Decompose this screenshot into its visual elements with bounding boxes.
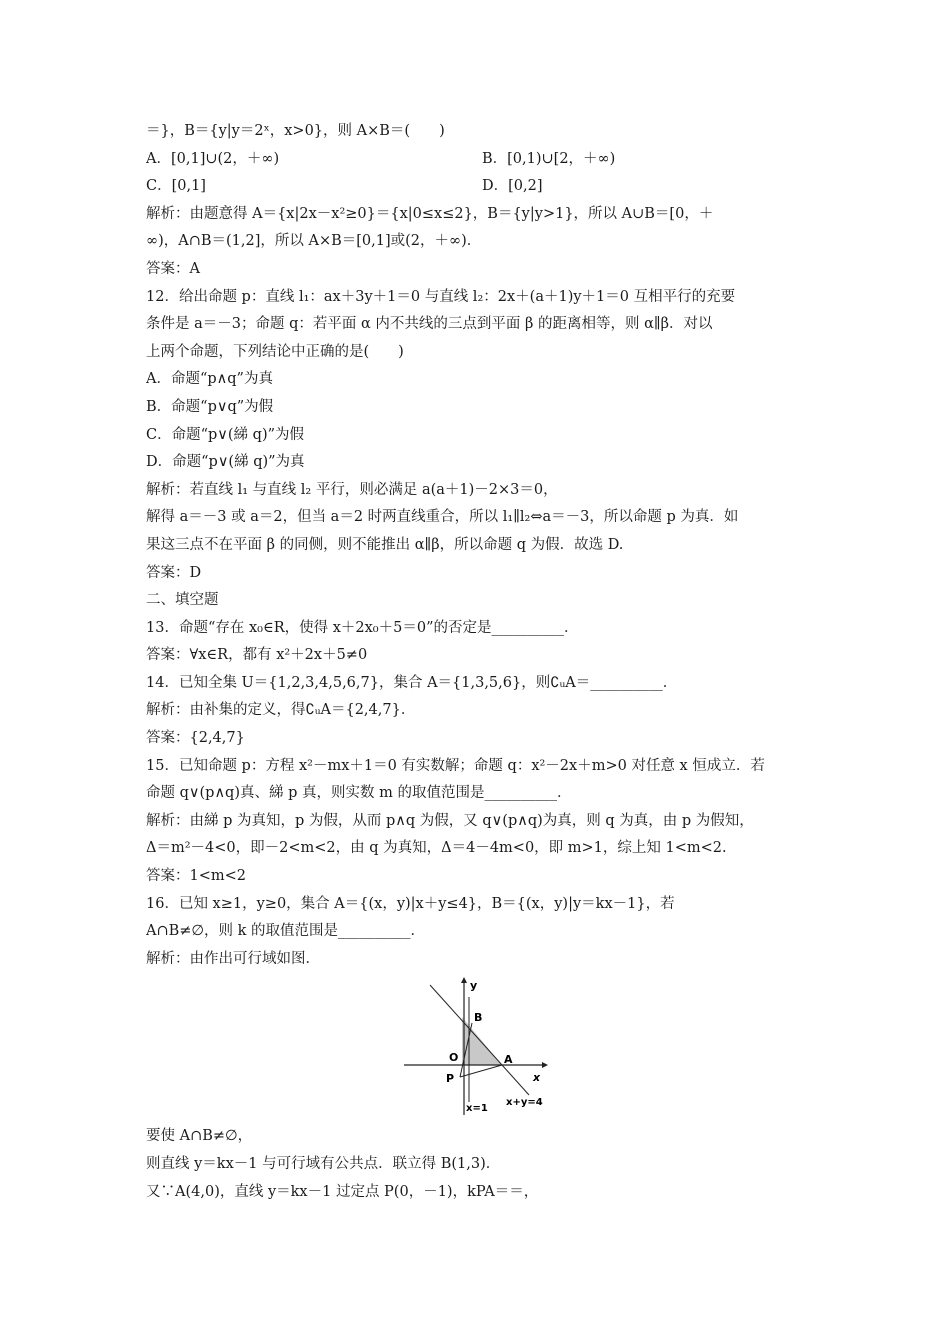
question-13: 13．命题“存在 x₀∈R，使得 x＋2x₀＋5＝0”的否定是__________．: [146, 619, 579, 636]
answer-line: 答案：1<m<2: [146, 868, 246, 885]
label-x-plus-y-equals-4: x+y=4: [506, 1097, 543, 1109]
label-y: y: [470, 979, 478, 993]
label-x: x: [533, 1071, 541, 1085]
text-line: ＝}，B＝{y|y＝2ˣ，x>0}，则 A×B＝( ): [146, 123, 445, 139]
feasible-region-figure: [146, 973, 818, 1123]
text-line: 解析：由补集的定义，得∁ᵤA＝{2,4,7}．: [146, 702, 416, 719]
document-page: [146, 118, 818, 1206]
text-line: 解析：由题意得 A＝{x|2x－x²≥0}＝{x|0≤x≤2}，B＝{y|y>1}，所以 A∪B＝[0，＋: [146, 205, 714, 222]
question-15: 15．已知命题 p：方程 x²－mx＋1＝0 有实数解；命题 q：x²－2x＋m>0 对任意 x 恒成立．若: [146, 757, 765, 774]
option-b: B．命题“p∨q”为假: [146, 398, 274, 415]
text-line: 解析：由綈 p 为真知，p 为假，从而 p∧q 为假，又 q∨(p∧q)为真，则 q 为真，由 p 为假知，: [146, 812, 754, 829]
text-line: 果这三点不在平面 β 的同侧，则不能推出 α∥β，所以命题 q 为假．故选 D.: [146, 536, 624, 553]
option-d: D．[0,2]: [482, 178, 543, 195]
question-14: 14．已知全集 U＝{1,2,3,4,5,6,7}，集合 A＝{1,3,5,6}，则∁ᵤA＝__________．: [146, 674, 678, 691]
text-line: ∞)，A∩B＝(1,2]，所以 A×B＝[0,1]或(2，＋∞)．: [146, 233, 482, 250]
label-p: P: [446, 1072, 455, 1086]
option-c: C．命题“p∨(綈 q)”为假: [146, 426, 305, 443]
answer-line: 答案：A: [146, 260, 200, 277]
text-line: 解析：若直线 l₁ 与直线 l₂ 平行，则必满足 a(a＋1)－2×3＝0，: [146, 481, 558, 498]
answer-line: 答案：{2,4,7}: [146, 730, 245, 747]
text-line: 解得 a＝－3 或 a＝2，但当 a＝2 时两直线重合，所以 l₁∥l₂⇔a＝－3，所以命题 p 为真．如: [146, 509, 739, 526]
option-d: D．命题“p∨(綈 q)”为真: [146, 454, 305, 471]
text-line: A∩B≠∅，则 k 的取值范围是__________．: [146, 923, 426, 940]
option-c: C．[0,1]: [146, 178, 206, 195]
line-x-plus-y-equals-4: [430, 985, 529, 1095]
question-12: 12．给出命题 p：直线 l₁：ax＋3y＋1＝0 与直线 l₂：2x＋(a＋1)y＋1＝0 互相平行的充要: [146, 288, 736, 305]
text-line: 则直线 y＝kx－1 与可行域有公共点．联立得 B(1,3)．: [146, 1156, 501, 1172]
question-16: 16．已知 x≥1，y≥0，集合 A＝{(x，y)|x＋y≤4}，B＝{(x，y)|y＝kx－1}，若: [146, 895, 675, 912]
answer-line: 答案：D: [146, 564, 202, 581]
label-x-equals-1: x=1: [466, 1103, 488, 1115]
option-a: A．[0,1]∪(2，＋∞): [146, 150, 280, 167]
answer-line: 答案：∀x∈R，都有 x²＋2x＋5≠0: [146, 647, 368, 664]
text-line: 条件是 a＝－3；命题 q：若平面 α 内不共线的三点到平面 β 的距离相等，则 α∥β．对以: [146, 316, 713, 333]
x-axis-arrow-icon: [542, 1062, 548, 1068]
text-line: 解析：由作出可行域如图．: [146, 950, 320, 967]
text-line: 上两个命题，下列结论中正确的是( ): [146, 343, 404, 360]
option-b: B．[0,1)∪[2，＋∞): [482, 150, 616, 167]
options-row: [146, 173, 818, 201]
text-line: 又∵A(4,0)，直线 y＝kx－1 过定点 P(0，－1)，kPA＝＝，: [146, 1183, 539, 1200]
coordinate-diagram: [402, 977, 552, 1117]
option-a: A．命题“p∧q”为真: [146, 371, 273, 388]
label-b: B: [474, 1011, 483, 1025]
text-line: Δ＝m²－4<0，即－2<m<2，由 q 为真知，Δ＝4－4m<0，即 m>1，综上知 1<m<2.: [146, 840, 727, 857]
y-axis-arrow-icon: [461, 977, 467, 983]
line-pa: [460, 1065, 502, 1077]
options-row: [146, 146, 818, 174]
text-line: 要使 A∩B≠∅，: [146, 1128, 253, 1145]
label-a: A: [504, 1053, 513, 1067]
label-o: O: [449, 1051, 459, 1065]
text-line: 命题 q∨(p∧q)真、綈 p 真，则实数 m 的取值范围是__________．: [146, 785, 572, 802]
section-heading: 二、填空题: [146, 592, 219, 609]
